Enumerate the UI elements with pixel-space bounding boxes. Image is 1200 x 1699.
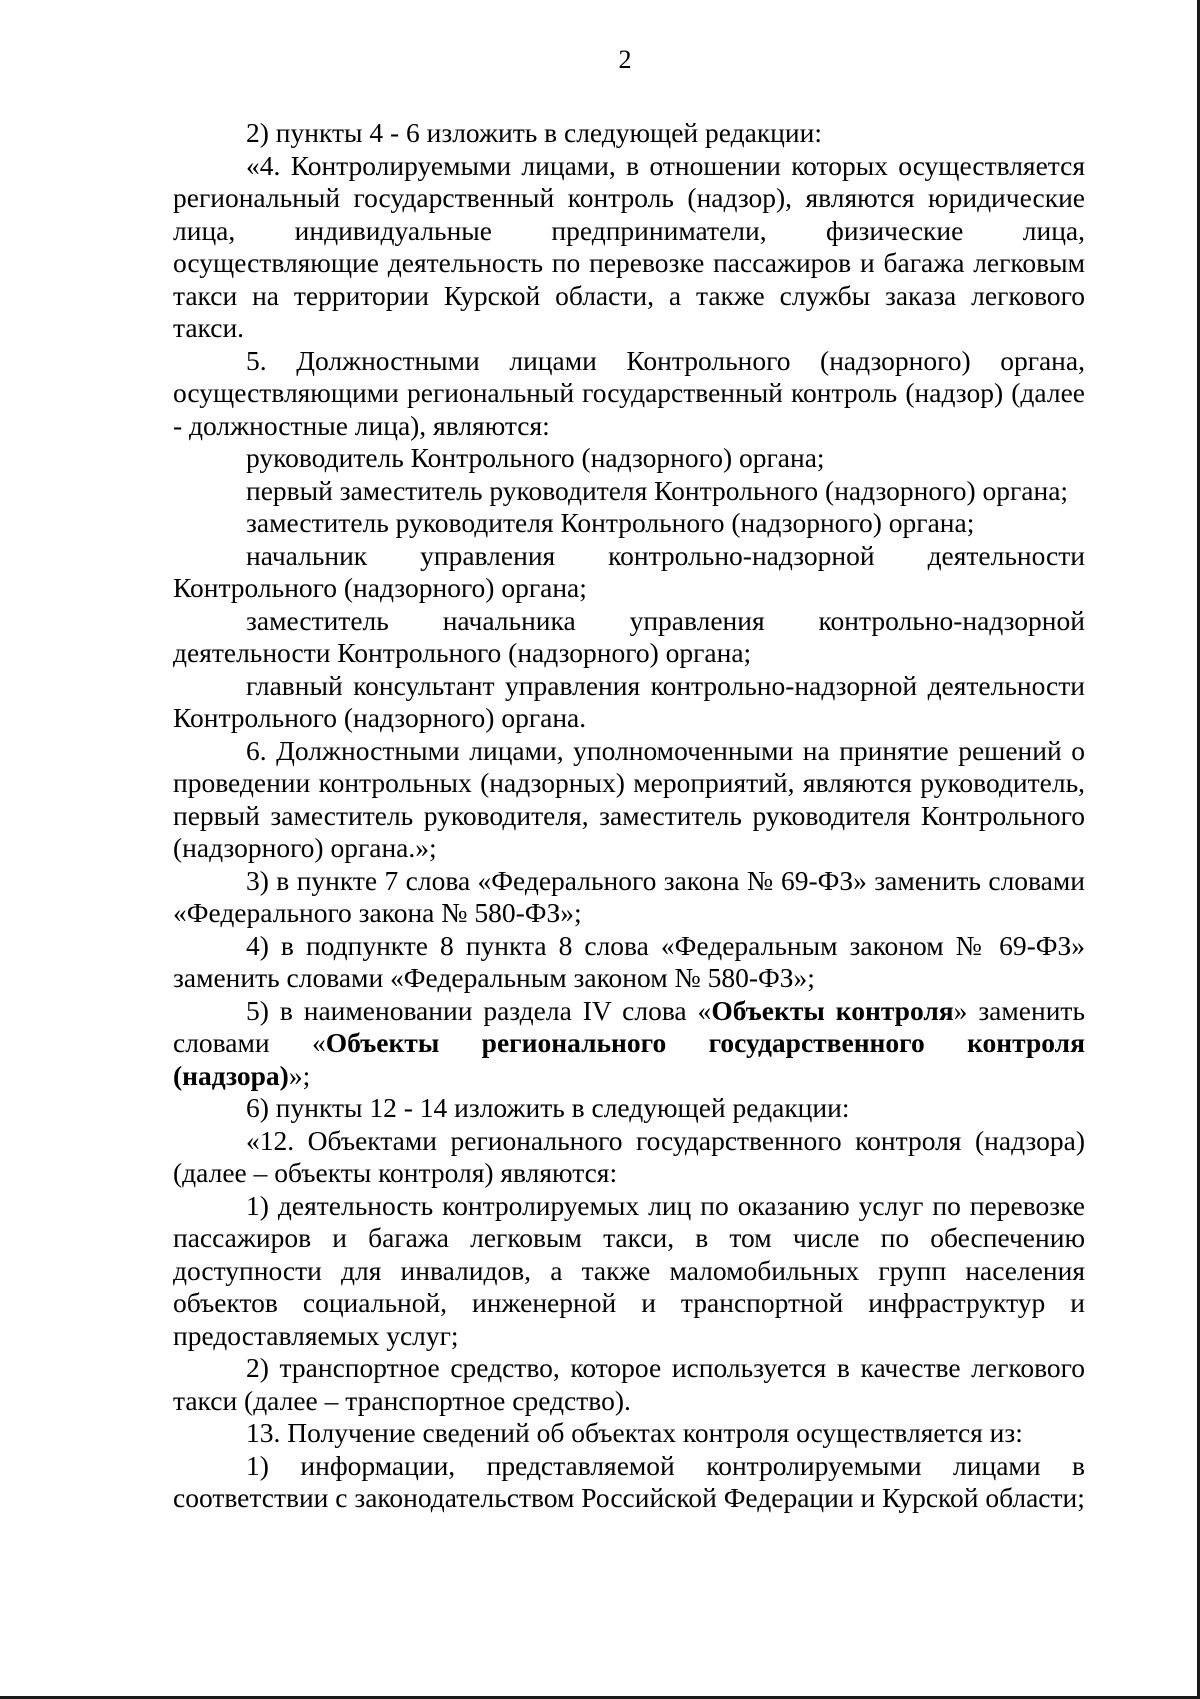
page-number: 2	[618, 45, 632, 74]
list-item-chief-consultant: главный консультант управления контрольно-надзорной деятельности Контрольного (надзорного) органа.	[173, 669, 1085, 733]
paragraph-amend-2: 2) пункты 4 - 6 изложить в следующей редакции:	[246, 117, 822, 148]
paragraph-point-4: «4. Контролируемыми лицами, в отношении которых осуществляется региональный государственный контроль (надзор), являются юридические лица, индивидуальные предприниматели, физические лица, осуществляющие деятельность по перевозке пассажиров и багажа легковым такси на территории Курской области, а также службы заказа легкового такси.	[173, 149, 1085, 343]
amend-5-new-title: Объекты регионального государственного контроля (надзора)	[173, 1027, 1085, 1091]
amend-5-text-middle: » заменить словами «	[173, 994, 1085, 1058]
list-item-deputy: заместитель руководителя Контрольного (надзорного) органа;	[246, 507, 975, 538]
paragraph-point-12-item-1: 1) деятельность контролируемых лиц по оказанию услуг по перевозке пассажиров и багажа легковым такси, в том числе по обеспечению доступности для инвалидов, а также маломобильных групп населения объектов социальной, инженерной и транспортной инфраструктур и предоставляемых услуг;	[173, 1189, 1085, 1351]
paragraph-point-13-item-1: 1) информации, представляемой контролируемыми лицами в соответствии с законодательством Российской Федерации и Курской области;	[173, 1449, 1085, 1513]
amend-5-old-title: Объекты контроля	[711, 994, 954, 1026]
list-item-deputy-department-head: заместитель начальника управления контрольно-надзорной деятельности Контрольного (надзорного) органа;	[173, 604, 1085, 668]
amend-5-text-end: »;	[288, 1059, 311, 1091]
list-item-department-head: начальник управления контрольно-надзорной деятельности Контрольного (надзорного) органа;	[173, 539, 1085, 603]
paragraph-point-5: 5. Должностными лицами Контрольного (надзорного) органа, осуществляющими региональный государственный контроль (надзор) (далее - должностные лица), являются:	[173, 344, 1085, 441]
paragraph-amend-3: 3) в пункте 7 слова «Федерального закона № 69-ФЗ» заменить словами «Федерального закона № 580-ФЗ»;	[173, 864, 1085, 928]
paragraph-point-12-item-2: 2) транспортное средство, которое используется в качестве легкового такси (далее – транспортное средство).	[173, 1352, 1085, 1416]
paragraph-point-13: 13. Получение сведений об объектах контроля осуществляется из:	[246, 1417, 1023, 1448]
paragraph-point-12: «12. Объектами регионального государственного контроля (надзора) (далее – объекты контроля) являются:	[173, 1124, 1085, 1188]
amend-5-text-start: 5) в наименовании раздела IV слова «	[246, 994, 712, 1026]
paragraph-amend-6: 6) пункты 12 - 14 изложить в следующей редакции:	[246, 1092, 850, 1123]
paragraph-amend-5	[173, 995, 1085, 1093]
paragraph-point-6: 6. Должностными лицами, уполномоченными на принятие решений о проведении контрольных (надзорных) мероприятий, являются руководитель, первый заместитель руководителя, заместитель руководителя Контрольного (надзорного) органа.»;	[173, 734, 1085, 863]
document-body	[173, 117, 1085, 1515]
list-item-head: руководитель Контрольного (надзорного) органа;	[246, 442, 825, 473]
paragraph-amend-4: 4) в подпункте 8 пункта 8 слова «Федеральным законом № 69-ФЗ» заменить словами «Федеральным законом № 580-ФЗ»;	[173, 929, 1085, 993]
list-item-first-deputy: первый заместитель руководителя Контрольного (надзорного) органа;	[246, 474, 1069, 506]
